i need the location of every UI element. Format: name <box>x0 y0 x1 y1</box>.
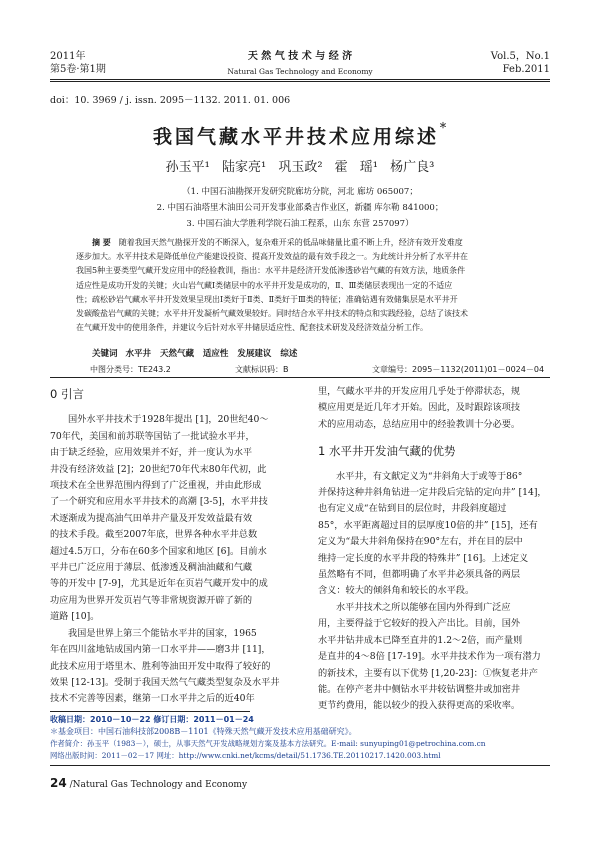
text-line: 并保持这种井斜角钻进一定井段后完钻的定向井” [14]， <box>318 487 547 499</box>
text-line: 功应用为世界开发页岩气等非常规资源开辟了新的 <box>50 594 253 606</box>
text-line: 井没有经济效益 [2]；20世纪70年代末80年代初，此 <box>50 463 267 475</box>
text-line: 平井已广泛应用于薄层、低渗透及稠油油藏和气藏 <box>50 562 253 574</box>
page-footer <box>50 776 247 790</box>
affiliation-1: （1. 中国石油勘探开发研究院廊坊分院，河北 廊坊 065007； <box>182 187 418 197</box>
text-line: 技术不完善等因素，继第一口水平井之后的近40年 <box>50 693 255 705</box>
text-line: 此技术应用于塔里木、胜利等油田开发中取得了较好的 <box>50 660 271 672</box>
text-line: 维持一定长度的水平井段的特殊井” [16]。上述定义 <box>318 552 529 564</box>
title-footnote-mark: ＊ <box>439 121 447 130</box>
header-issue: 第5卷·第1期 <box>50 64 106 75</box>
text-line: 超过4.5万口，分布在60多个国家和地区 [6]。目前水 <box>50 545 267 557</box>
header-rule <box>50 79 550 80</box>
header-date: Feb.2011 <box>502 64 550 75</box>
text-line: 也有定义成“在钻到目的层位时，井段斜度超过 <box>318 503 507 515</box>
text-line: 术的应用动态，总结应用中的经验教训十分必要。 <box>318 418 521 430</box>
text-line: 的技术手段。截至2007年底，世界各种水平井总数 <box>50 529 258 541</box>
header-journal-en: Natural Gas Technology and Economy <box>227 67 373 76</box>
abstract-line: 我国5种主要类型气藏开发应用中的经验教训，指出：水平井是经济开发低渗透砂岩气藏的有效方法，地质条件 <box>76 266 466 276</box>
keywords <box>92 347 297 359</box>
abstract-line: 性；疏松砂岩气藏水平井开发效果呈现出Ⅰ类好于Ⅱ类、Ⅱ类好于Ⅲ类的特征；准确钻遇有效储集层是水平井开 <box>76 294 458 304</box>
page-journal: /Natural Gas Technology and Economy <box>69 780 248 790</box>
footnote-author: 作者简介：孙玉平（1983－），硕士，从事天然气开发战略规划方案及基本方法研究。E-mail: sunyuping01@petrochina.com.cn <box>50 739 486 748</box>
footnote-rule <box>50 711 250 712</box>
text-line: 效果 [12-13]。受制于我国天然气气藏类型复杂及水平井 <box>50 676 280 688</box>
text-line: 更节约费用，能以较少的投入获得更高的采收率。 <box>318 700 521 712</box>
affiliation-3: 3. 中国石油大学胜利学院石油工程系，山东 东营 257097） <box>186 219 414 229</box>
clc-number: 中图分类号：TE243.2 <box>90 365 171 374</box>
text-line: 术逐渐成为提高油气田单井产量及开发效益最有效 <box>50 512 253 524</box>
header-year: 2011年 <box>50 51 86 62</box>
text-line: 85°，水平距离超过目的层厚度10倍的井” [15]，还有 <box>318 519 538 531</box>
paper-title <box>0 122 600 149</box>
right-column <box>318 384 548 715</box>
text-line: 70年代，美国和前苏联等国钻了一批试验水平井， <box>50 430 255 442</box>
keywords-items: 水平井 天然气藏 适应性 发展建议 综述 <box>125 349 298 359</box>
text-line: 了一个研究和应用水平井技术的高潮 [3-5]，水平井技 <box>50 496 268 508</box>
abstract-line: 逐步加大。水平井技术是降低单位产能建设投资、提高开发效益的最有效手段之一。为此统计并分析了水平井在 <box>76 252 468 262</box>
text-line: 的新技术，主要有以下优势 [1,20-23]：①恢复老井产 <box>318 667 538 679</box>
abstract-line: 在气藏开发中的使用条件，并建议今后针对水平井储层适应性、配套技术研发及经济效益分析工作。 <box>76 323 428 333</box>
text-line: 我国是世界上第三个能钻水平井的国家，1965 <box>68 627 257 639</box>
header-rule-2 <box>50 81 550 82</box>
text-line: 定义为“最大井斜角保持在90°左右，并在目的层中 <box>318 536 523 548</box>
text-line: 含义：较大的倾斜角和较长的水平段。 <box>318 585 475 597</box>
text-line: 模应用更是近几年才开始。因此，及时跟踪该项技 <box>318 402 521 414</box>
footer-rule <box>50 765 550 766</box>
header-journal-cn: 天 然 气 技 术 与 经 济 <box>247 51 353 62</box>
affiliation-2: 2. 中国石油塔里木油田公司开发事业部桑吉作业区，新疆 库尔勒 841000； <box>156 203 444 213</box>
classification-rule <box>50 377 550 378</box>
abstract <box>76 236 530 335</box>
keywords-label: 关键词 <box>92 349 118 359</box>
abstract-line: 摘 要 随着我国天然气勘探开发的不断深入，复杂难开采的低品味储量比重不断上升，经济有效开发难度 <box>92 238 463 247</box>
footnote-dates: 收稿日期：2010－10－22 修订日期：2011－01－24 <box>50 715 254 724</box>
text-line: 道路 [10]。 <box>50 611 100 623</box>
text-line: 国外水平井技术于1928年提出 [1]，20世纪40～ <box>68 414 269 426</box>
abstract-label: 摘 要 <box>92 238 111 247</box>
footnote-online: 网络出版时间：2011－02－17 网址：http://www.cnki.net/kcms/detail/51.1736.TE.20110217.1420.003.html <box>50 751 441 760</box>
section-heading: 1 水平井开发油气藏的优势 <box>318 444 456 459</box>
text-line: 虽然略有不同，但都明确了水平井必须具备的两层 <box>318 569 521 581</box>
left-column <box>50 384 280 708</box>
text-line: 能。在停产老井中侧钻水平井较钻调整井或加密井 <box>318 683 521 695</box>
header-vol: Vol.5，No.1 <box>490 51 550 62</box>
abstract-line: 适应性是成功开发的关键；火山岩气藏Ⅰ类储层中的水平井开发是成功的，Ⅱ、Ⅲ类储层表现出一定的不适应 <box>76 280 453 290</box>
footnote-fund: ＊基金项目：中国石油科技部2008B－1101《特殊天然气藏开发技术应用基础研究》。 <box>50 727 357 736</box>
text-line: 是直井的4～8倍 [17-19]。水平井技术作为一项有潜力 <box>318 651 541 663</box>
text-line: 年在四川盆地钻成国内第一口水平井——磨3井 [11]， <box>50 644 271 656</box>
document-code: 文献标识码：B <box>235 365 289 374</box>
text-line: 项技术在全世界范围内得到了广泛重视，并由此形成 <box>50 480 262 492</box>
doi: doi：10. 3969 / j. issn. 2095－1132. 2011. 01. 006 <box>50 95 291 106</box>
text-line: 用，主要得益于它较好的投入产出比。目前，国外 <box>318 618 521 630</box>
page-number: 24 <box>50 776 67 790</box>
text-line: 水平井技术之所以能够在国内外得到广泛应 <box>336 601 511 613</box>
abstract-line: 发碳酸盐岩气藏的关键；水平井开发凝析气藏效果较好。同时结合水平井技术的特点和实践经验，总结了该技术 <box>76 309 468 319</box>
title-text: 我国气藏水平井技术应用综述 <box>152 126 439 148</box>
authors: 孙玉平¹ 陆家亮¹ 巩玉政² 霍 瑶¹ 杨广良³ <box>165 160 435 175</box>
text-line: 由于缺乏经验，应用效果并不好，并一度认为水平 <box>50 447 253 459</box>
text-line: 等的开发中 [7-9]，尤其是近年在页岩气藏开发中的成 <box>50 578 268 590</box>
text-line: 水平井，有文献定义为“井斜角大于或等于86° <box>336 470 523 482</box>
text-line: 里，气藏水平井的开发应用几乎处于停滞状态，规 <box>318 386 521 397</box>
article-number: 文章编号：2095－1132(2011)01－0024－04 <box>372 365 545 374</box>
section-heading: 0 引言 <box>50 387 84 401</box>
text-line: 水平井钻井成本已降至直井的1.2～2倍，而产量则 <box>318 634 523 646</box>
